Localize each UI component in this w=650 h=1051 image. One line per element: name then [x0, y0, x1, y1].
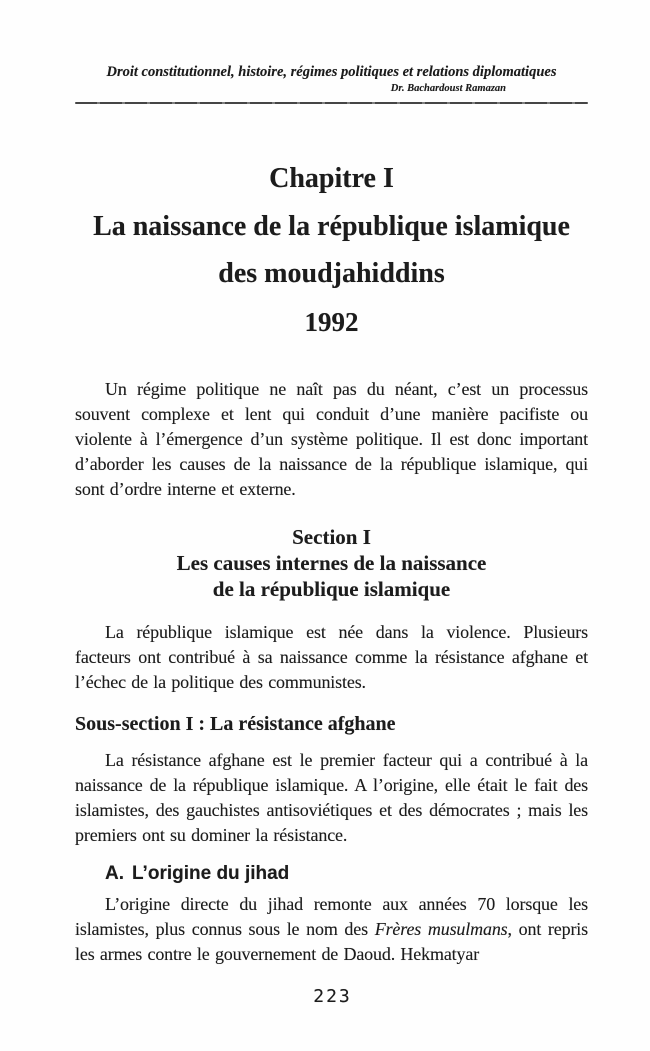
paragraph-jihad-before: L’origine directe du jihad remonte aux années 70 lorsque les islamistes, plus connus sous le nom des [75, 894, 588, 939]
page-footer [75, 986, 588, 1008]
paragraph-jihad [75, 892, 588, 967]
page-body [75, 162, 588, 967]
paragraph-section-intro: La république islamique est née dans la violence. Plusieurs facteurs ont contribué à sa naissance comme la résistance afghane et l’échec de la politique des communistes. [75, 622, 588, 692]
section-title-line2: de la république islamique [212, 577, 451, 601]
paragraph-resistance: La résistance afghane est le premier facteur qui a contribué à la naissance de la république islamique. A l’origine, elle était le fait des islamistes, des gauchistes antisoviétiques et des démocrates ; mais les premiers ont su dominer la résistance. [75, 750, 588, 845]
chapter-year: 1992 [304, 307, 359, 337]
subheading-a-title: L’origine du jihad [132, 863, 290, 884]
page-header [75, 64, 588, 104]
subheading-a [75, 861, 588, 887]
section-title-line1: Les causes internes de la naissance [176, 551, 487, 575]
chapter-title-line1: La naissance de la république islamique [93, 211, 570, 242]
section-heading [75, 524, 588, 602]
paragraph-jihad-after: , ont repris les armes contre le gouvernement de Daoud. Hekmatyar [75, 919, 589, 964]
page-number: 223 [313, 986, 352, 1007]
subheading-a-label: A. [105, 863, 124, 884]
chapter-title-line2: des moudjahiddins [218, 258, 445, 289]
subsection-heading: Sous-section I : La résistance afghane [75, 713, 396, 735]
running-title: Droit constitutionnel, histoire, régimes politiques et relations diplomatiques [106, 64, 557, 80]
header-author: Dr. Bachardoust Ramazan [390, 83, 506, 94]
jihad-italic-term: Frères musulmans [374, 919, 508, 939]
paragraph-intro: Un régime politique ne naît pas du néant, c’est un processus souvent complexe et lent qui conduit d’une manière pacifiste ou violente à l’émergence d’un système politique. Il est donc important d’aborder les causes de la naissance de la république islamique, qui sont d’ordre interne et externe. [75, 379, 588, 499]
section-label: Section I [292, 525, 371, 549]
header-rule [75, 102, 588, 104]
chapter-label: Chapitre I [269, 163, 394, 194]
